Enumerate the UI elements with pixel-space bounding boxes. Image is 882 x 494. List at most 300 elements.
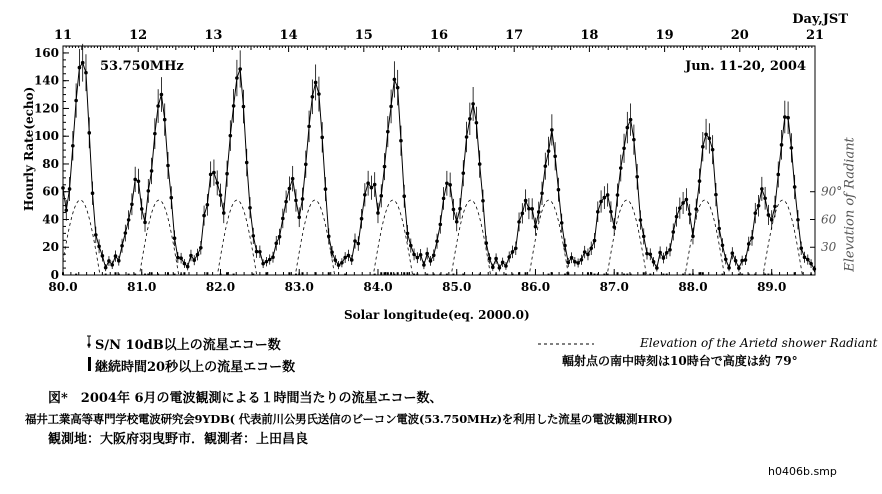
data-point bbox=[311, 95, 315, 99]
data-point bbox=[425, 252, 429, 256]
data-point bbox=[471, 102, 475, 106]
data-point bbox=[790, 146, 794, 150]
data-point bbox=[229, 134, 233, 138]
data-point bbox=[251, 234, 255, 238]
x-axis-label: Solar longitude(eq. 2000.0) bbox=[344, 308, 530, 322]
x-tick-label: 84.0 bbox=[363, 280, 393, 294]
data-point bbox=[698, 179, 702, 183]
data-point bbox=[580, 258, 584, 262]
long-duration-bar bbox=[597, 274, 599, 275]
data-point bbox=[202, 214, 206, 218]
data-point bbox=[334, 258, 338, 262]
data-point bbox=[192, 258, 196, 262]
data-point bbox=[87, 131, 91, 135]
long-duration-bar bbox=[794, 272, 796, 275]
data-point bbox=[478, 162, 482, 166]
data-point bbox=[169, 196, 173, 200]
data-point bbox=[307, 125, 311, 129]
long-duration-bar bbox=[623, 274, 625, 275]
right-tick-label: 90° bbox=[821, 184, 843, 199]
long-duration-bar bbox=[180, 274, 182, 275]
left-axis bbox=[34, 46, 69, 282]
data-point bbox=[343, 256, 347, 260]
data-point bbox=[681, 201, 685, 205]
data-point bbox=[691, 234, 695, 238]
long-duration-bar bbox=[551, 272, 553, 275]
data-point bbox=[747, 242, 751, 246]
top-tick-label: 13 bbox=[204, 28, 223, 43]
long-duration-bar bbox=[462, 274, 464, 275]
data-point bbox=[694, 207, 698, 211]
x-tick-label: 89.0 bbox=[757, 280, 787, 294]
data-point bbox=[156, 104, 160, 108]
data-point bbox=[544, 164, 548, 168]
top-tick-label: 15 bbox=[354, 28, 373, 43]
data-point bbox=[222, 211, 226, 215]
long-duration-bar bbox=[105, 274, 107, 275]
data-point bbox=[324, 187, 328, 191]
data-point bbox=[189, 254, 193, 258]
data-point bbox=[363, 193, 367, 197]
long-duration-bar bbox=[567, 272, 569, 275]
long-duration-bar bbox=[511, 274, 513, 275]
radiant-elevation-arc bbox=[215, 200, 258, 275]
data-point bbox=[179, 256, 183, 260]
data-point bbox=[645, 252, 649, 256]
data-point bbox=[360, 217, 364, 221]
data-point bbox=[97, 245, 101, 249]
long-duration-bar bbox=[134, 274, 136, 275]
data-point bbox=[409, 244, 413, 248]
data-point bbox=[337, 263, 341, 267]
data-point bbox=[793, 185, 797, 189]
legend-echo-label: S/N 10dB以上の流星エコー数 bbox=[95, 338, 281, 353]
data-point bbox=[560, 221, 564, 225]
long-duration-bar bbox=[810, 274, 812, 275]
data-point bbox=[173, 236, 177, 240]
data-point bbox=[435, 239, 439, 243]
data-point bbox=[412, 253, 416, 257]
long-duration-bar bbox=[144, 274, 146, 275]
data-point bbox=[258, 250, 262, 254]
data-point bbox=[274, 241, 278, 245]
long-duration-bar bbox=[62, 272, 64, 275]
data-point bbox=[304, 162, 308, 166]
data-point bbox=[655, 266, 659, 270]
x-tick-label: 81.0 bbox=[127, 280, 157, 294]
long-duration-bar bbox=[413, 274, 415, 275]
data-point bbox=[708, 137, 712, 141]
data-point bbox=[452, 208, 456, 212]
x-tick-label: 82.0 bbox=[205, 280, 236, 294]
long-duration-bar bbox=[252, 274, 254, 275]
long-duration-bar bbox=[114, 272, 116, 275]
data-point bbox=[813, 267, 817, 271]
legend-radiant-label: Elevation of the Arietd shower Radiant bbox=[640, 336, 878, 350]
long-duration-bar bbox=[183, 272, 185, 275]
y-tick-label: 20 bbox=[42, 240, 59, 255]
long-duration-bar bbox=[748, 274, 750, 275]
data-point bbox=[71, 144, 75, 148]
long-duration-bar bbox=[699, 272, 701, 275]
top-tick-label: 17 bbox=[505, 28, 524, 43]
data-point bbox=[622, 146, 626, 150]
top-tick-label: 12 bbox=[129, 28, 148, 43]
data-point bbox=[74, 99, 78, 103]
long-duration-bar bbox=[265, 272, 267, 275]
data-point bbox=[84, 71, 88, 75]
long-duration-bar bbox=[390, 272, 392, 275]
data-point bbox=[701, 145, 705, 149]
data-point bbox=[94, 233, 98, 237]
y-tick-label: 120 bbox=[33, 101, 59, 116]
x-tick-label: 85.0 bbox=[442, 280, 472, 294]
y-tick-label: 60 bbox=[42, 184, 59, 199]
long-duration-bar bbox=[616, 272, 618, 275]
data-point bbox=[399, 139, 403, 143]
long-duration-bar bbox=[525, 272, 527, 275]
data-point bbox=[389, 105, 393, 109]
data-point bbox=[632, 138, 636, 142]
long-duration-bar bbox=[626, 274, 628, 275]
top-axis-title: Day,JST bbox=[792, 12, 848, 27]
data-point bbox=[393, 78, 397, 82]
bottom-axis bbox=[48, 269, 811, 294]
data-point bbox=[101, 254, 105, 258]
data-point bbox=[612, 225, 616, 229]
data-point bbox=[297, 215, 301, 219]
data-point bbox=[484, 241, 488, 245]
data-point bbox=[626, 126, 630, 130]
data-point bbox=[521, 212, 525, 216]
long-duration-bar bbox=[118, 274, 120, 275]
data-point bbox=[225, 172, 229, 176]
data-point bbox=[596, 210, 600, 214]
long-duration-bar bbox=[151, 272, 153, 275]
long-duration-bar bbox=[702, 272, 704, 275]
long-duration-bar bbox=[384, 272, 386, 275]
data-point bbox=[648, 252, 652, 256]
data-point bbox=[130, 202, 134, 206]
long-duration-bar bbox=[603, 274, 605, 275]
data-point bbox=[553, 154, 557, 158]
data-point bbox=[806, 258, 810, 262]
data-point bbox=[104, 266, 108, 270]
data-point bbox=[248, 206, 252, 210]
data-point bbox=[507, 255, 511, 259]
long-duration-bar bbox=[738, 274, 740, 275]
long-duration-bar bbox=[206, 272, 208, 275]
y-tick-label: 80 bbox=[42, 156, 59, 171]
data-point bbox=[737, 266, 741, 270]
long-duration-bar bbox=[594, 274, 596, 275]
data-point bbox=[750, 236, 754, 240]
data-point bbox=[386, 130, 390, 134]
top-tick-label: 20 bbox=[730, 28, 749, 43]
data-point bbox=[117, 259, 121, 263]
data-point bbox=[209, 173, 213, 177]
data-point bbox=[127, 218, 131, 222]
data-point bbox=[783, 115, 787, 119]
long-duration-bar bbox=[767, 274, 769, 275]
data-point bbox=[704, 132, 708, 136]
data-point bbox=[642, 235, 646, 239]
data-point bbox=[550, 128, 554, 132]
data-point bbox=[668, 248, 672, 252]
long-duration-bar bbox=[446, 274, 448, 275]
echo-rate-series bbox=[61, 44, 816, 272]
long-duration-bar bbox=[479, 274, 481, 275]
top-axis bbox=[54, 28, 824, 52]
right-axis-label: Elevation of Radiant bbox=[842, 137, 858, 272]
data-point bbox=[255, 250, 259, 254]
data-point bbox=[599, 200, 603, 204]
long-duration-bar bbox=[590, 272, 592, 275]
data-point bbox=[576, 261, 580, 265]
long-duration-bar bbox=[721, 274, 723, 275]
data-point bbox=[78, 66, 82, 70]
long-duration-bar bbox=[689, 274, 691, 275]
data-point bbox=[238, 67, 242, 71]
long-duration-bar bbox=[147, 274, 149, 275]
y-tick-label: 0 bbox=[50, 268, 59, 282]
data-point bbox=[439, 223, 443, 227]
data-point bbox=[616, 193, 620, 197]
long-duration-bar bbox=[452, 274, 454, 275]
data-point bbox=[376, 211, 380, 215]
data-point bbox=[261, 262, 265, 266]
data-point bbox=[330, 250, 334, 254]
data-point bbox=[340, 261, 344, 265]
long-duration-bar bbox=[587, 272, 589, 275]
file-name: h0406b.smp bbox=[768, 465, 837, 478]
legend-long-label: 継続時間20秒以上の流星エコー数 bbox=[95, 360, 296, 375]
data-point bbox=[685, 198, 689, 202]
bar-marker-icon bbox=[84, 356, 94, 372]
data-point bbox=[688, 212, 692, 216]
data-point bbox=[757, 204, 761, 208]
data-point bbox=[245, 161, 249, 165]
data-point bbox=[347, 254, 351, 258]
long-duration-bar bbox=[393, 274, 395, 275]
data-point bbox=[537, 210, 541, 214]
data-point bbox=[809, 262, 813, 266]
data-point bbox=[586, 253, 590, 257]
data-point bbox=[770, 218, 774, 222]
data-point bbox=[124, 231, 128, 235]
data-point bbox=[763, 196, 767, 200]
data-point bbox=[212, 171, 216, 175]
data-point bbox=[724, 257, 728, 261]
data-point bbox=[678, 206, 682, 210]
errorbar-marker-icon bbox=[84, 334, 94, 350]
long-duration-bar bbox=[607, 274, 609, 275]
long-duration-bar bbox=[649, 274, 651, 275]
data-point bbox=[396, 86, 400, 90]
long-duration-bar bbox=[416, 274, 418, 275]
long-duration-bar bbox=[662, 274, 664, 275]
data-point bbox=[603, 196, 607, 200]
long-duration-bar bbox=[433, 274, 435, 275]
data-point bbox=[107, 259, 111, 263]
data-point bbox=[110, 263, 114, 267]
right-tick-label: 30 bbox=[821, 240, 837, 255]
data-point bbox=[753, 211, 757, 215]
caption-line-1: 図* 2004年 6月の電波観測による１時間当たりの流星エコー数、 bbox=[48, 391, 443, 406]
data-point bbox=[291, 177, 295, 181]
data-point bbox=[481, 199, 485, 203]
data-point bbox=[432, 253, 436, 257]
long-duration-bar bbox=[315, 272, 317, 275]
long-duration-bar bbox=[630, 274, 632, 275]
data-point bbox=[530, 207, 534, 211]
radiant-note: 輻射点の南中時刻は10時台で高度は約 79° bbox=[562, 354, 798, 368]
top-tick-label: 19 bbox=[655, 28, 674, 43]
data-point bbox=[163, 118, 167, 122]
data-point bbox=[235, 76, 239, 80]
long-duration-bar bbox=[380, 272, 382, 275]
data-point bbox=[717, 227, 721, 231]
data-point bbox=[658, 251, 662, 255]
data-point bbox=[422, 263, 426, 267]
long-duration-bar bbox=[298, 274, 300, 275]
long-duration-bar bbox=[302, 272, 304, 275]
data-point bbox=[527, 207, 531, 211]
data-point bbox=[370, 186, 374, 190]
dashed-line-icon bbox=[536, 338, 596, 350]
long-duration-bar bbox=[682, 274, 684, 275]
long-duration-bar bbox=[564, 274, 566, 275]
data-point bbox=[61, 186, 65, 190]
data-point bbox=[206, 203, 210, 207]
data-point bbox=[153, 132, 157, 136]
data-point bbox=[468, 117, 472, 121]
data-point bbox=[199, 246, 203, 250]
data-point bbox=[137, 179, 141, 183]
y-tick-label: 40 bbox=[42, 212, 59, 227]
data-point bbox=[475, 121, 479, 125]
data-point bbox=[780, 143, 784, 147]
data-point bbox=[803, 255, 807, 259]
data-point bbox=[68, 187, 72, 191]
data-point bbox=[573, 260, 577, 264]
data-point bbox=[488, 257, 492, 261]
data-point bbox=[557, 188, 561, 192]
data-point bbox=[383, 165, 387, 169]
data-point bbox=[288, 187, 292, 191]
data-point bbox=[419, 253, 423, 257]
data-point bbox=[639, 218, 643, 222]
data-point bbox=[373, 183, 377, 187]
data-point bbox=[635, 175, 639, 179]
long-duration-bar bbox=[771, 274, 773, 275]
data-point bbox=[160, 93, 164, 97]
data-point bbox=[731, 251, 735, 255]
data-point bbox=[760, 187, 764, 191]
data-point bbox=[566, 261, 570, 265]
data-point bbox=[232, 104, 236, 108]
long-duration-bar bbox=[741, 274, 743, 275]
data-point bbox=[301, 197, 305, 201]
data-point bbox=[711, 148, 715, 152]
data-point bbox=[583, 250, 587, 254]
data-point bbox=[799, 246, 803, 250]
data-point bbox=[133, 178, 137, 182]
data-point bbox=[140, 207, 144, 211]
data-point bbox=[714, 193, 718, 197]
long-duration-bar bbox=[374, 274, 376, 275]
top-tick-label: 16 bbox=[429, 28, 449, 43]
data-point bbox=[721, 243, 725, 247]
data-point bbox=[268, 258, 272, 262]
data-point bbox=[662, 256, 666, 260]
data-point bbox=[429, 259, 433, 263]
long-duration-bar bbox=[643, 272, 645, 275]
data-point bbox=[491, 265, 495, 269]
data-point bbox=[448, 183, 452, 187]
data-point bbox=[294, 199, 298, 203]
long-duration-bar bbox=[548, 274, 550, 275]
data-point bbox=[120, 244, 124, 248]
data-point bbox=[514, 246, 518, 250]
data-point bbox=[465, 135, 469, 139]
data-point bbox=[356, 242, 360, 246]
data-point bbox=[498, 266, 502, 270]
data-point bbox=[183, 262, 187, 266]
data-point bbox=[176, 256, 180, 260]
data-point bbox=[593, 239, 597, 243]
plot-frame bbox=[63, 46, 815, 275]
data-point bbox=[445, 181, 449, 185]
long-duration-bar bbox=[226, 272, 228, 275]
data-point bbox=[455, 220, 459, 224]
data-point bbox=[534, 225, 538, 229]
long-duration-bar bbox=[387, 272, 389, 275]
x-tick-label: 88.0 bbox=[678, 280, 708, 294]
data-point bbox=[773, 205, 777, 209]
y-tick-label: 140 bbox=[33, 73, 59, 88]
data-point bbox=[589, 246, 593, 250]
data-point bbox=[327, 235, 331, 239]
data-point bbox=[406, 232, 410, 236]
plot-border bbox=[63, 46, 815, 275]
data-point bbox=[671, 230, 675, 234]
data-point bbox=[402, 194, 406, 198]
data-point bbox=[524, 199, 528, 203]
data-point bbox=[504, 264, 508, 268]
top-tick-label: 11 bbox=[53, 28, 73, 43]
data-point bbox=[501, 260, 505, 264]
long-duration-bar bbox=[233, 274, 235, 275]
long-duration-bar bbox=[505, 274, 507, 275]
x-tick-label: 80.0 bbox=[48, 280, 78, 294]
long-duration-bar bbox=[174, 274, 176, 275]
date-range-label: Jun. 11-20, 2004 bbox=[685, 59, 806, 74]
data-point bbox=[320, 136, 324, 140]
data-point bbox=[511, 250, 515, 254]
data-point bbox=[150, 169, 154, 173]
x-tick-label: 83.0 bbox=[284, 280, 314, 294]
frequency-label: 53.750MHz bbox=[100, 59, 184, 74]
data-point bbox=[776, 173, 780, 177]
caption-line-3: 観測地：大阪府羽曳野市．観測者：上田昌良 bbox=[48, 432, 309, 447]
long-duration-bar bbox=[75, 274, 77, 275]
data-point bbox=[563, 244, 567, 248]
data-point bbox=[458, 207, 462, 211]
data-point bbox=[278, 235, 282, 239]
data-point bbox=[517, 220, 521, 224]
long-duration-bar bbox=[288, 272, 290, 275]
